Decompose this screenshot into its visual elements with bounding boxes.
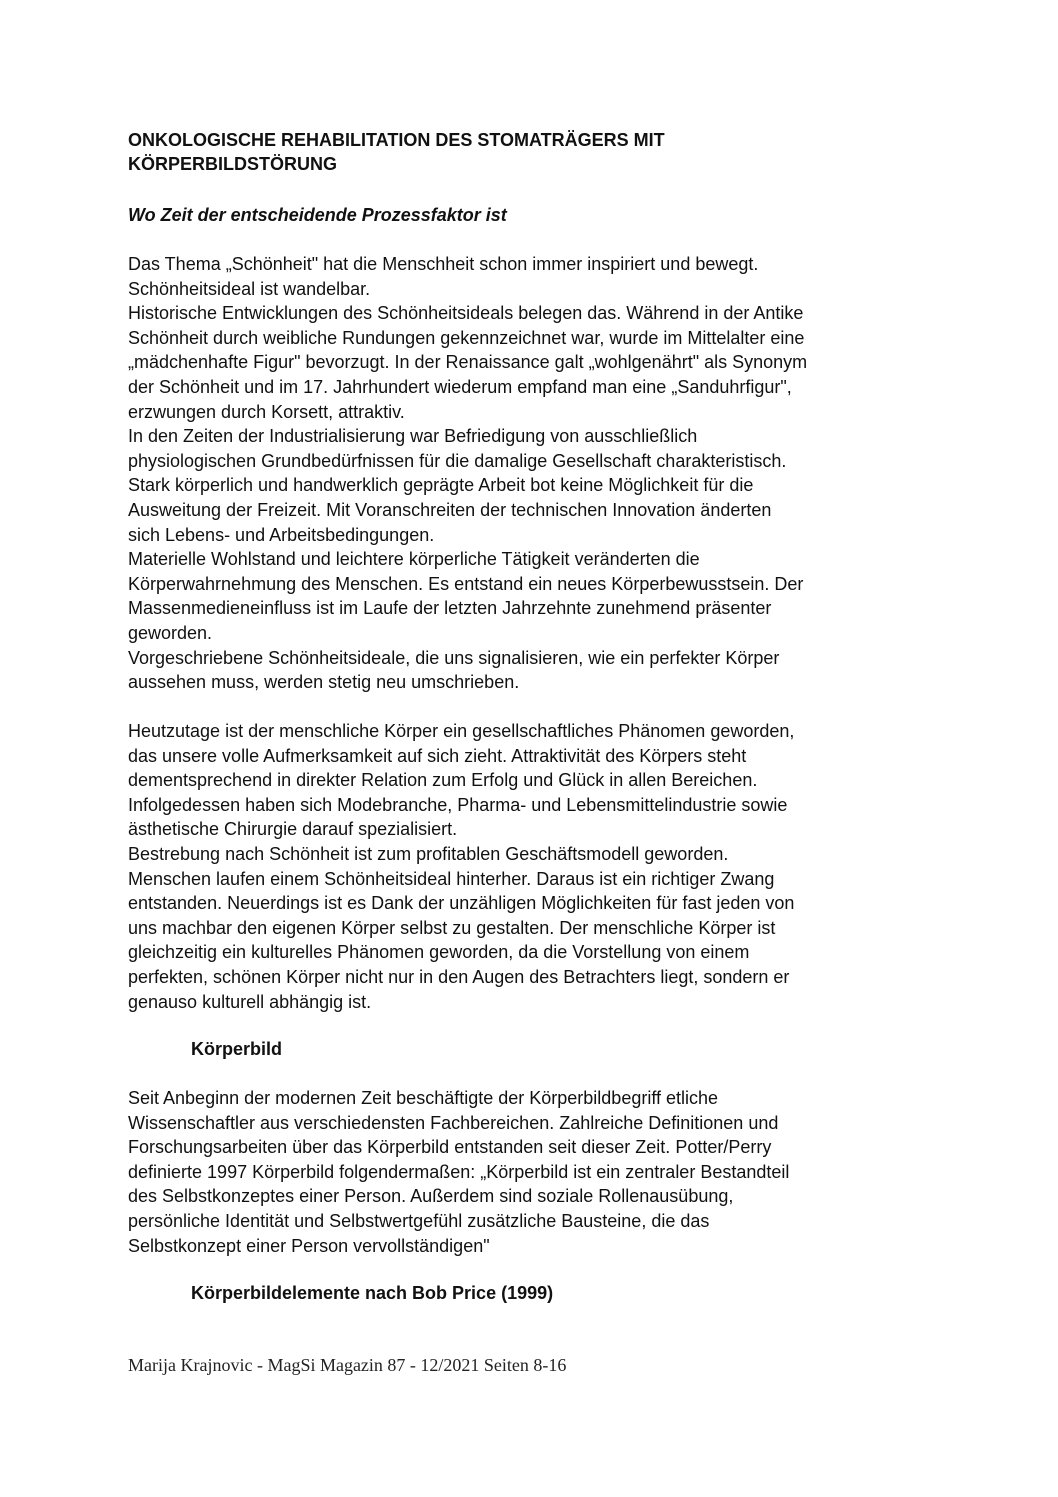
text-line: Bestrebung nach Schönheit ist zum profitablen Geschäftsmodell geworden.	[128, 843, 729, 864]
text-line: perfekten, schönen Körper nicht nur in den Augen des Betrachters liegt, sondern er	[128, 966, 790, 987]
text-line: uns machbar den eigenen Körper selbst zu gestalten. Der menschliche Körper ist	[128, 917, 776, 938]
title-line: ONKOLOGISCHE REHABILITATION DES STOMATRÄGERS MIT	[128, 130, 665, 150]
text-line: gleichzeitig ein kulturelles Phänomen geworden, da die Vorstellung von einem	[128, 942, 750, 963]
section-heading-koerperbildelemente: Körperbildelemente nach Bob Price (1999)	[191, 1283, 554, 1303]
text-line: Heutzutage ist der menschliche Körper ein gesellschaftliches Phänomen geworden,	[128, 721, 795, 741]
paragraph-section-2	[128, 719, 928, 1014]
text-line: Seit Anbeginn der modernen Zeit beschäftigte der Körperbildbegriff etliche	[128, 1088, 719, 1108]
paragraph-section-3	[128, 1086, 928, 1258]
text-line: ästhetische Chirurgie darauf spezialisiert.	[128, 819, 458, 840]
text-line: physiologischen Grundbedürfnissen für die damalige Gesellschaft charakteristisch.	[128, 450, 787, 471]
text-line: Schönheit durch weibliche Rundungen gekennzeichnet war, wurde im Mittelalter eine	[128, 327, 805, 348]
text-line: entstanden. Neuerdings ist es Dank der unzähligen Möglichkeiten für fast jeden von	[128, 893, 795, 914]
text-line: dementsprechend in direkter Relation zum Erfolg und Glück in allen Bereichen.	[128, 770, 758, 791]
text-line: Das Thema „Schönheit" hat die Menschheit schon immer inspiriert und bewegt.	[128, 254, 759, 274]
text-line: das unsere volle Aufmerksamkeit auf sich zieht. Attraktivität des Körpers steht	[128, 745, 747, 766]
title-line: KÖRPERBILDSTÖRUNG	[128, 154, 338, 174]
paragraph-section-1	[128, 252, 928, 695]
text-line: Massenmedieneinfluss ist im Laufe der letzten Jahrzehnte zunehmend präsenter	[128, 598, 772, 619]
text-line: erzwungen durch Korsett, attraktiv.	[128, 401, 405, 422]
text-line: Menschen laufen einem Schönheitsideal hinterher. Daraus ist ein richtiger Zwang	[128, 868, 775, 889]
text-line: sich Lebens- und Arbeitsbedingungen.	[128, 524, 435, 545]
text-line: Wissenschaftler aus verschiedensten Fachbereichen. Zahlreiche Definitionen und	[128, 1112, 779, 1133]
article-subtitle: Wo Zeit der entscheidende Prozessfaktor ist	[128, 205, 507, 225]
text-line: definierte 1997 Körperbild folgendermaßen: „Körperbild ist ein zentraler Bestandteil	[128, 1161, 790, 1182]
text-line: Körperwahrnehmung des Menschen. Es entstand ein neues Körperbewusstsein. Der	[128, 573, 804, 594]
text-line: genauso kulturell abhängig ist.	[128, 991, 372, 1012]
text-line: Selbstkonzept einer Person vervollständigen"	[128, 1235, 490, 1256]
text-line: der Schönheit und im 17. Jahrhundert wiederum empfand man eine „Sanduhrfigur",	[128, 376, 792, 397]
page-footer: Marija Krajnovic - MagSi Magazin 87 - 12/2021 Seiten 8-16	[128, 1355, 567, 1375]
text-line: persönliche Identität und Selbstwertgefühl zusätzliche Bausteine, die das	[128, 1210, 710, 1231]
article-title	[128, 128, 928, 176]
text-line: aussehen muss, werden stetig neu umschrieben.	[128, 672, 520, 693]
text-line: Materielle Wohlstand und leichtere körperliche Tätigkeit veränderten die	[128, 549, 700, 570]
text-line: Historische Entwicklungen des Schönheitsideals belegen das. Während in der Antike	[128, 303, 804, 324]
text-line: geworden.	[128, 622, 213, 643]
text-line: Stark körperlich und handwerklich geprägte Arbeit bot keine Möglichkeit für die	[128, 475, 754, 496]
section-heading-koerperbild: Körperbild	[191, 1039, 283, 1059]
text-line: Schönheitsideal ist wandelbar.	[128, 278, 371, 299]
text-line: des Selbstkonzeptes einer Person. Außerdem sind soziale Rollenausübung,	[128, 1186, 734, 1207]
text-line: „mädchenhafte Figur" bevorzugt. In der Renaissance galt „wohlgenährt" als Synonym	[128, 352, 808, 373]
text-line: Infolgedessen haben sich Modebranche, Pharma- und Lebensmittelindustrie sowie	[128, 794, 788, 815]
text-line: Ausweitung der Freizeit. Mit Voranschreiten der technischen Innovation änderten	[128, 499, 772, 520]
text-line: Vorgeschriebene Schönheitsideale, die uns signalisieren, wie ein perfekter Körper	[128, 647, 780, 668]
text-line: In den Zeiten der Industrialisierung war Befriedigung von ausschließlich	[128, 426, 698, 447]
text-line: Forschungsarbeiten über das Körperbild entstanden seit dieser Zeit. Potter/Perry	[128, 1137, 772, 1158]
